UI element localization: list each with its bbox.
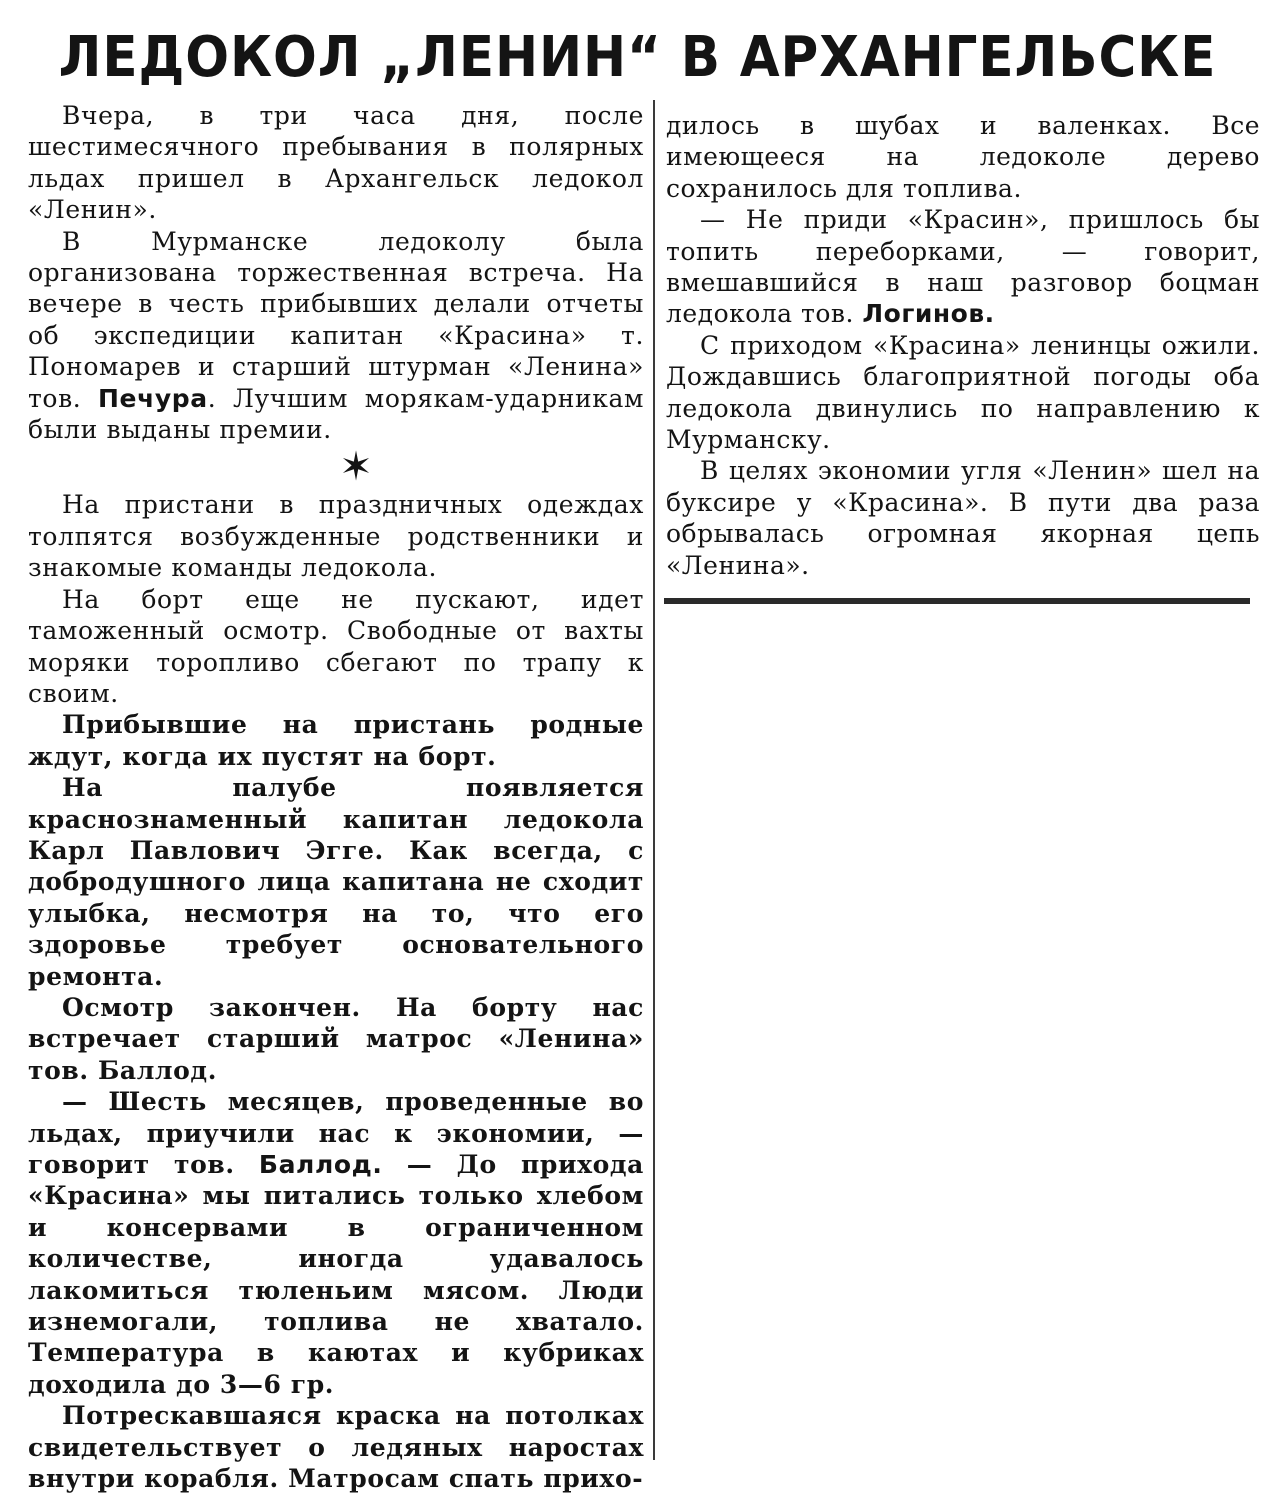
paragraph: В целях экономии угля «Ленин» шел на буксире у «Красина». В пути два раза обрывалась огромная якорная цепь «Ленина». (666, 456, 1260, 580)
paragraph-text: В Мурманске ледоколу была организована торжественная встреча. На вечере в честь прибывших делали отчеты об экспедиции капитан «Красина» т. Пономарев и старший штурман «Ленина» тов. (28, 226, 644, 413)
paragraph: С приходом «Красина» ленинцы ожили. Дождавшись благоприятной погоды оба ледокола двинулись по направлению к Мурманску. (666, 330, 1260, 455)
paragraph: Вчера, в три часа дня, после шестимесячного пребывания в полярных льдах пришел в Архангельск ледокол «Ленин». (28, 101, 644, 225)
column-divider (653, 100, 655, 1460)
paragraph: дилось в шубах и валенках. Все имеющееся на ледоколе дерево сохранилось для топлива. (666, 111, 1260, 203)
paragraph (666, 204, 1260, 330)
paragraph (28, 226, 644, 446)
paragraph-text: — Шесть месяцев, проведенные во льдах, приучили нас к экономии, — говорит тов. (28, 1087, 644, 1179)
end-rule (664, 598, 1250, 604)
left-column (28, 100, 644, 1494)
paragraph: На палубе появляется краснознаменный капитан ледокола Карл Павлович Эгге. Как всегда, с добродушного лица капитана не сходит улыбка, несмотря на то, что его здоровье требует основательного ремонта. (28, 773, 644, 991)
paragraph: Осмотр закончен. На борту нас встречает старший матрос «Ленина» тов. Баллод. (28, 992, 644, 1085)
paragraph-text: — Не приди «Красин», пришлось бы топить переборками, — говорит, вмешавшийся в наш разговор боцман ледокола тов. (666, 205, 1260, 329)
right-column (666, 110, 1260, 581)
paragraph: Потрескавшаяся краска на потолках свидетельствует о ледяных наростах внутри корабля. Матросам спать прихо- (28, 1401, 644, 1494)
paragraph-text: . Лучшим морякам-ударникам были выданы премии. (28, 383, 644, 445)
person-name: Печура (98, 383, 208, 413)
star-separator: ✶ (339, 444, 373, 491)
paragraph: На пристани в праздничных одеждах толпятся возбужденные родственники и знакомые команды ледокола. (28, 490, 644, 583)
paragraph: На борт еще не пускают, идет таможенный осмотр. Свободные от вахты моряки торопливо сбегают по трапу к своим. (28, 584, 644, 708)
person-name: Баллод. (258, 1150, 383, 1179)
headline: ЛЕДОКОЛ „ЛЕНИН“ В АРХАНГЕЛЬСКЕ (58, 25, 1217, 90)
paragraph-text: — До прихода «Красина» мы питались только хлебом и консервами в ограниченном количестве, иногда удавалось лакомиться тюленьим мясом. Люди изнемогали, топлива не хватало. Температура в каютах и кубриках доходила до 3—6 гр. (28, 1150, 644, 1399)
paragraph: Прибывшие на пристань родные ждут, когда их пустят на борт. (28, 710, 644, 771)
paragraph (28, 1086, 644, 1400)
person-name: Логинов. (862, 299, 995, 329)
